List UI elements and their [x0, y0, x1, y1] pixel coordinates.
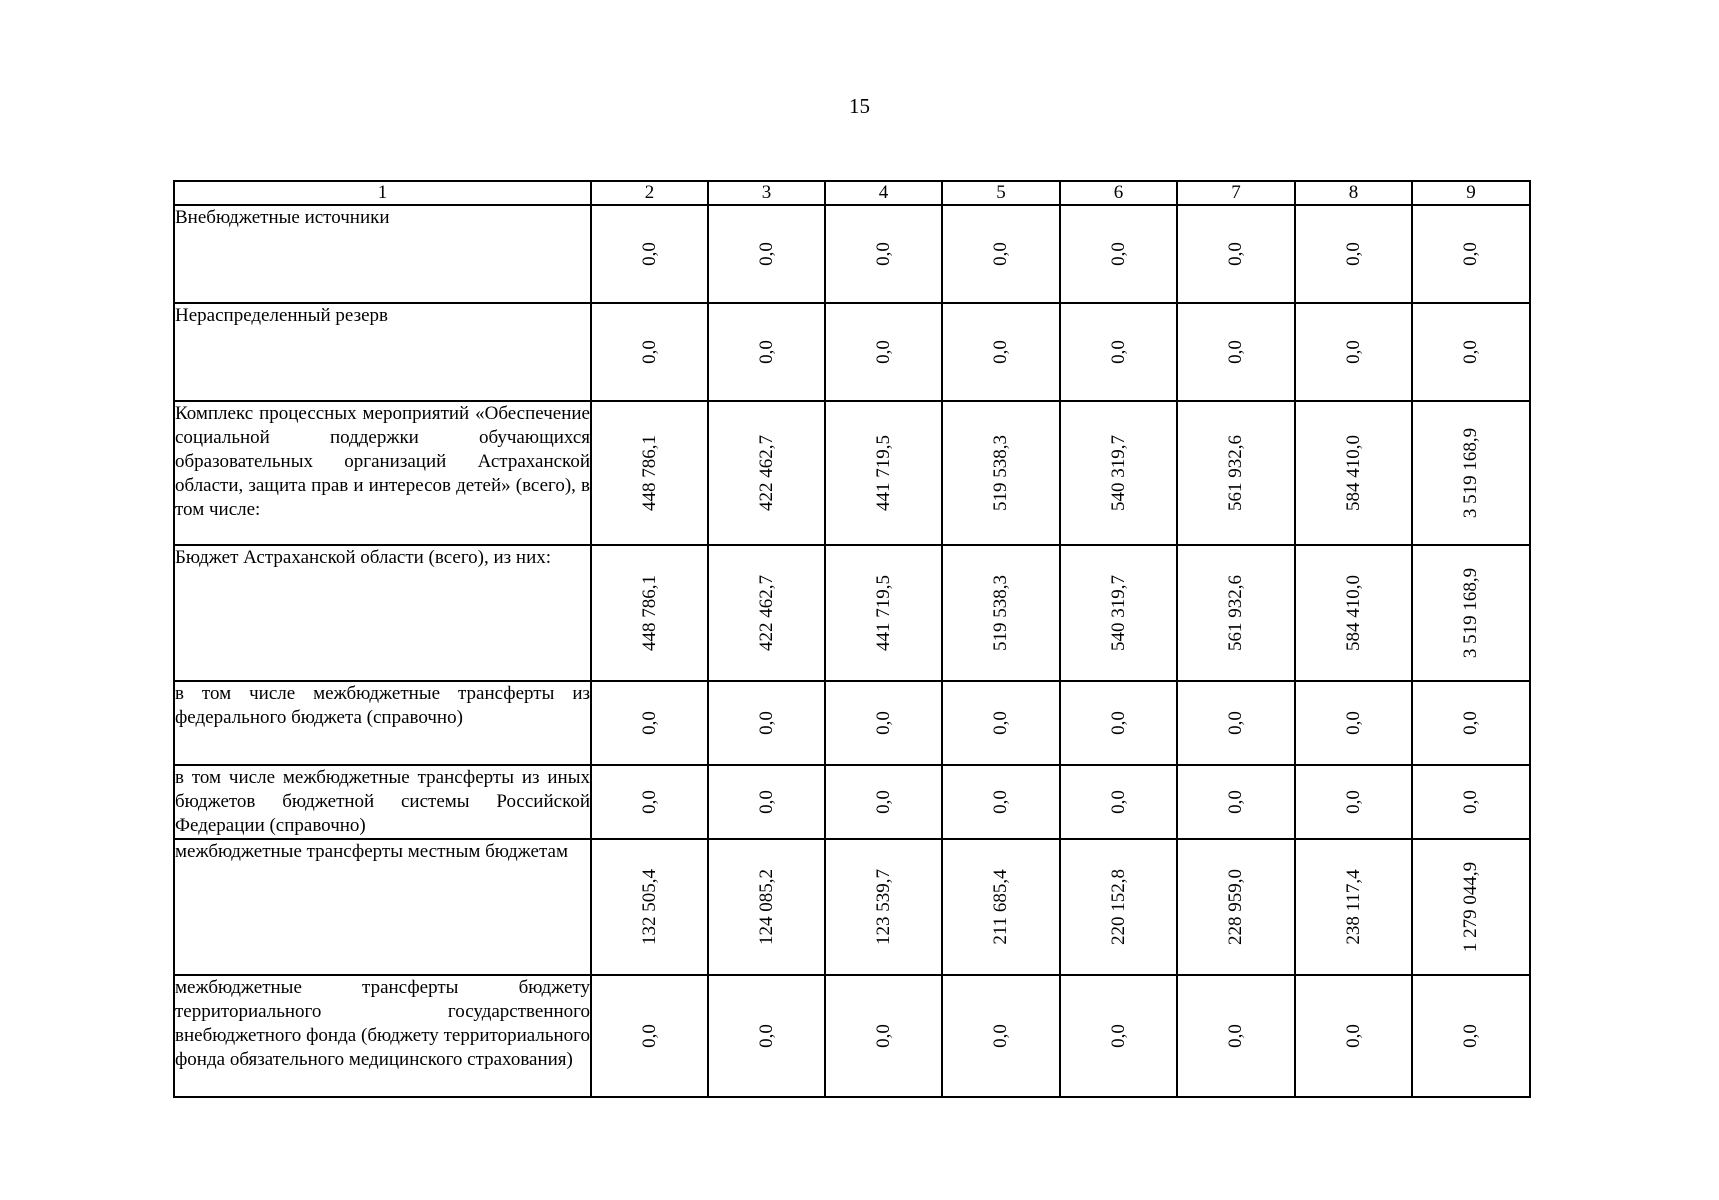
cell-value: 0,0 [1460, 1024, 1481, 1048]
cell-value: 0,0 [638, 340, 660, 364]
cell-value: 0,0 [1225, 711, 1246, 735]
cell-value: 448 786,1 [638, 575, 660, 651]
row-label: межбюджетные трансферты местным бюджетам [174, 839, 591, 975]
column-number: 1 [174, 181, 591, 205]
value-cell [825, 681, 942, 765]
column-number: 8 [1295, 181, 1412, 205]
cell-value: 0,0 [872, 711, 894, 735]
value-cell [825, 839, 942, 975]
value-cell [1295, 765, 1412, 839]
cell-value: 238 117,4 [1342, 869, 1364, 945]
value-cell [1412, 205, 1530, 303]
cell-value: 0,0 [1342, 711, 1364, 735]
value-cell [825, 303, 942, 401]
cell-value: 0,0 [1107, 340, 1129, 364]
row-label: межбюджетные трансферты бюджету территориального государственного внебюджетного фонда (бюджету территориального фонда обязательного медицинского страхования) [174, 975, 591, 1097]
cell-value: 0,0 [1107, 242, 1129, 266]
row-label: в том числе межбюджетные трансферты из иных бюджетов бюджетной системы Российской Федерации (справочно) [174, 765, 591, 839]
value-cell [1177, 975, 1295, 1097]
row-label: Комплекс процессных мероприятий «Обеспечение социальной поддержки обучающихся образовательных организаций Астраханской области, защита прав и интересов детей» (всего), в том числе: [174, 401, 591, 545]
budget-table [173, 180, 1531, 1098]
value-cell [1295, 975, 1412, 1097]
value-cell [708, 765, 825, 839]
value-cell [1412, 545, 1530, 681]
cell-value: 0,0 [1342, 790, 1364, 814]
cell-value: 0,0 [755, 242, 777, 266]
value-cell [1060, 765, 1177, 839]
cell-value: 0,0 [1107, 1024, 1129, 1048]
value-cell [708, 401, 825, 545]
value-cell [1412, 975, 1530, 1097]
column-number: 6 [1060, 181, 1177, 205]
cell-value: 0,0 [1460, 790, 1481, 814]
table-row [174, 839, 1530, 975]
column-number: 4 [825, 181, 942, 205]
value-cell [1412, 401, 1530, 545]
value-cell [1412, 765, 1530, 839]
table-row [174, 205, 1530, 303]
value-cell [1295, 545, 1412, 681]
cell-value: 0,0 [872, 1024, 894, 1048]
value-cell [1295, 205, 1412, 303]
cell-value: 0,0 [1460, 711, 1481, 735]
value-cell [1412, 839, 1530, 975]
table-row [174, 681, 1530, 765]
value-cell [1295, 303, 1412, 401]
cell-value: 0,0 [990, 340, 1011, 364]
value-cell [708, 839, 825, 975]
cell-value: 0,0 [755, 340, 777, 364]
value-cell [708, 975, 825, 1097]
value-cell [825, 765, 942, 839]
cell-value: 124 085,2 [755, 869, 777, 945]
cell-value: 0,0 [755, 790, 777, 814]
cell-value: 0,0 [1460, 340, 1481, 364]
cell-value: 0,0 [638, 711, 660, 735]
value-cell [1295, 681, 1412, 765]
cell-value: 0,0 [990, 790, 1011, 814]
cell-value: 0,0 [1107, 711, 1129, 735]
value-cell [942, 205, 1060, 303]
cell-value: 123 539,7 [872, 869, 894, 945]
value-cell [942, 765, 1060, 839]
value-cell [708, 303, 825, 401]
value-cell [1177, 681, 1295, 765]
value-cell [1412, 303, 1530, 401]
value-cell [591, 681, 708, 765]
cell-value: 519 538,3 [990, 575, 1011, 651]
value-cell [591, 303, 708, 401]
value-cell [1060, 205, 1177, 303]
cell-value: 441 719,5 [872, 435, 894, 511]
cell-value: 211 685,4 [990, 869, 1011, 945]
table-row [174, 545, 1530, 681]
column-number: 7 [1177, 181, 1295, 205]
value-cell [1412, 681, 1530, 765]
value-cell [942, 839, 1060, 975]
cell-value: 422 462,7 [755, 575, 777, 651]
page-number: 15 [849, 94, 870, 118]
value-cell [1177, 401, 1295, 545]
value-cell [1177, 205, 1295, 303]
cell-value: 0,0 [1342, 340, 1364, 364]
column-number: 2 [591, 181, 708, 205]
cell-value: 0,0 [990, 1024, 1011, 1048]
cell-value: 0,0 [1225, 242, 1246, 266]
value-cell [1060, 545, 1177, 681]
cell-value: 0,0 [990, 242, 1011, 266]
cell-value: 0,0 [1460, 242, 1481, 266]
table-row [174, 975, 1530, 1097]
cell-value: 220 152,8 [1107, 869, 1129, 945]
value-cell [942, 401, 1060, 545]
value-cell [591, 839, 708, 975]
value-cell [1177, 303, 1295, 401]
cell-value: 0,0 [872, 790, 894, 814]
row-label: в том числе межбюджетные трансферты из федерального бюджета (справочно) [174, 681, 591, 765]
table-row [174, 401, 1530, 545]
value-cell [591, 765, 708, 839]
cell-value: 448 786,1 [638, 435, 660, 511]
value-cell [1295, 401, 1412, 545]
cell-value: 584 410,0 [1342, 435, 1364, 511]
value-cell [942, 681, 1060, 765]
value-cell [942, 303, 1060, 401]
table-row [174, 303, 1530, 401]
cell-value: 584 410,0 [1342, 575, 1364, 651]
cell-value: 422 462,7 [755, 435, 777, 511]
value-cell [942, 975, 1060, 1097]
cell-value: 132 505,4 [638, 869, 660, 945]
value-cell [1295, 839, 1412, 975]
cell-value: 519 538,3 [990, 435, 1011, 511]
cell-value: 540 319,7 [1107, 435, 1129, 511]
value-cell [1060, 839, 1177, 975]
column-number: 3 [708, 181, 825, 205]
value-cell [1060, 401, 1177, 545]
value-cell [825, 975, 942, 1097]
cell-value: 0,0 [872, 242, 894, 266]
value-cell [1060, 975, 1177, 1097]
cell-value: 3 519 168,9 [1460, 567, 1481, 659]
column-number: 9 [1412, 181, 1530, 205]
value-cell [1177, 545, 1295, 681]
cell-value: 0,0 [1342, 242, 1364, 266]
value-cell [1177, 765, 1295, 839]
value-cell [1177, 839, 1295, 975]
row-label: Бюджет Астраханской области (всего), из них: [174, 545, 591, 681]
cell-value: 1 279 044,9 [1460, 861, 1481, 953]
cell-value: 561 932,6 [1225, 435, 1246, 511]
column-number-row [174, 181, 1530, 205]
value-cell [1060, 303, 1177, 401]
value-cell [942, 545, 1060, 681]
value-cell [825, 401, 942, 545]
value-cell [708, 681, 825, 765]
value-cell [825, 205, 942, 303]
value-cell [708, 545, 825, 681]
value-cell [591, 401, 708, 545]
value-cell [591, 205, 708, 303]
row-label: Внебюджетные источники [174, 205, 591, 303]
cell-value: 228 959,0 [1225, 869, 1246, 945]
cell-value: 0,0 [1225, 340, 1246, 364]
cell-value: 0,0 [872, 340, 894, 364]
row-label: Нераспределенный резерв [174, 303, 591, 401]
value-cell [591, 545, 708, 681]
cell-value: 0,0 [638, 790, 660, 814]
value-cell [708, 205, 825, 303]
cell-value: 0,0 [755, 711, 777, 735]
cell-value: 0,0 [755, 1024, 777, 1048]
cell-value: 0,0 [1107, 790, 1129, 814]
value-cell [825, 545, 942, 681]
cell-value: 0,0 [1225, 790, 1246, 814]
cell-value: 0,0 [638, 1024, 660, 1048]
value-cell [1060, 681, 1177, 765]
cell-value: 0,0 [1342, 1024, 1364, 1048]
cell-value: 0,0 [638, 242, 660, 266]
cell-value: 561 932,6 [1225, 575, 1246, 651]
cell-value: 0,0 [990, 711, 1011, 735]
value-cell [591, 975, 708, 1097]
table-row [174, 765, 1530, 839]
cell-value: 0,0 [1225, 1024, 1246, 1048]
cell-value: 540 319,7 [1107, 575, 1129, 651]
cell-value: 441 719,5 [872, 575, 894, 651]
cell-value: 3 519 168,9 [1460, 427, 1481, 519]
column-number: 5 [942, 181, 1060, 205]
